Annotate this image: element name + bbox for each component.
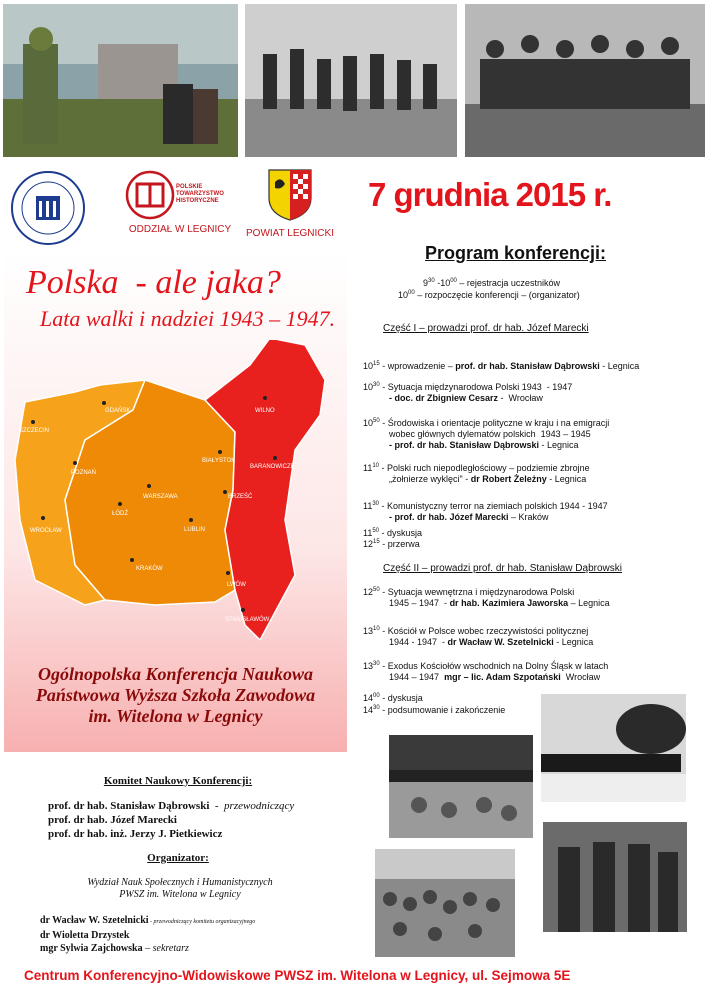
organizing-people — [40, 914, 255, 955]
powiat-label: POWIAT LEGNICKI — [246, 228, 334, 239]
city-krakow: KRAKÓW — [136, 566, 163, 572]
photo-soldiers-march — [245, 4, 457, 157]
program-item: $11^{10}$ - Polski ruch niepodległościowy – podziemie zbrojne „żołnierze wyklęci" - dr Robert Żeleżny - Legnica — [363, 463, 590, 484]
organizer-person-1: dr Wacław W. Szetelnicki - przewodniczący komitetu organizacyjnego — [40, 915, 256, 926]
organizer-person-2: dr Wioletta Drzystek — [40, 930, 130, 941]
photo-train-station-image — [389, 735, 533, 838]
city-lublin: LUBLIN — [184, 527, 206, 533]
photo-train-station — [389, 735, 533, 838]
program-item: $10^{30}$ - Sytuacja międzynarodowa Polski 1943 - 1947 - doc. dr Zbigniew Cesarz - Wrocław — [363, 382, 573, 403]
poster-subtitle: Lata walki i nadziei 1943 – 1947. — [40, 306, 336, 331]
event-date: 7 grudnia 2015 r. — [368, 176, 612, 213]
organizer-unit-line1: Wydział Nauk Społecznych i Humanistycznych — [87, 877, 273, 888]
pth-line3: HISTORYCZNE — [176, 198, 219, 204]
photo-partisans-group-image — [465, 4, 705, 157]
pwsz-logo — [8, 168, 88, 248]
program-item: $11^{50}$ - dyskusja — [363, 528, 423, 538]
city-poznan: POZNAŃ — [71, 470, 97, 476]
committee-member-2: prof. dr hab. Józef Marecki — [48, 814, 177, 826]
photo-soldiers-march-image — [245, 4, 457, 157]
photo-crowd — [375, 849, 515, 957]
pth-emblem-icon — [125, 170, 175, 220]
city-bialystok: BIAŁYSTOK — [202, 458, 236, 464]
part1-heading: Część I – prowadzi prof. dr hab. Józef Marecki — [383, 323, 589, 334]
city-stanislawow: STANISŁAWÓW — [225, 617, 270, 623]
registration-line: $9^{30}$ $-10^{00}$ – rejestracja uczestników — [423, 278, 560, 288]
program-heading: Program konferencji: — [425, 243, 607, 263]
committee-member-1: prof. dr hab. Stanisław Dąbrowski - przewodniczący — [48, 800, 295, 812]
photo-steam-train — [541, 694, 686, 802]
program-item: $13^{10}$ - Kościół w Polsce wobec rzeczywistości politycznej 1944 - 1947 - dr Wacław W. Szetelnicki - Legnica — [363, 626, 594, 647]
city-gdansk: GDAŃSK — [105, 408, 131, 414]
photo-monument-image — [3, 4, 238, 157]
organizer-unit — [30, 877, 330, 901]
program-item: $14^{00}$ - dyskusja — [363, 693, 423, 703]
photo-armed-soldiers-image — [543, 822, 687, 932]
photo-steam-train-image — [541, 694, 686, 802]
city-baranowicze: BARANOWICZE — [250, 464, 295, 470]
photo-monument — [3, 4, 238, 157]
conference-line3: im. Witelona w Legnicy — [88, 706, 263, 726]
organizer-person-3: mgr Sylwia Zajchowska – sekretarz — [40, 943, 189, 954]
conference-line1: Ogólnopolska Konferencja Naukowa — [37, 664, 314, 684]
city-lodz: ŁÓDŹ — [112, 511, 129, 517]
city-wilno: WILNO — [255, 408, 275, 414]
photo-partisans-group — [465, 4, 705, 157]
organizer-unit-line2: PWSZ im. Witelona w Legnicy — [119, 889, 241, 900]
photo-armed-soldiers — [543, 822, 687, 932]
city-warszawa: WARSZAWA — [143, 494, 178, 500]
city-lwow: LWÓW — [227, 582, 246, 588]
city-wroclaw: WROCŁAW — [30, 528, 62, 534]
pth-logo — [120, 170, 240, 240]
program-item: $10^{15}$ - wprowadzenie – prof. dr hab. Stanisław Dąbrowski - Legnica — [363, 361, 640, 371]
committee-list — [48, 799, 294, 841]
city-szczecin: SZCZECIN — [19, 428, 49, 434]
opening-line: $10^{00}$ – rozpoczęcie konferencji – (organizator) — [398, 290, 580, 300]
conference-title — [8, 664, 343, 727]
powiat-coat-of-arms-icon — [267, 168, 313, 222]
organizer-heading: Organizator: — [147, 852, 209, 864]
program-item: $11^{30}$ - Komunistyczny terror na ziemiach polskich 1944 - 1947 - prof. dr hab. Józef Marecki – Kraków — [363, 501, 608, 522]
program-item: $12^{15}$ - przerwa — [363, 539, 420, 549]
footer-venue: Centrum Konferencyjno-Widowiskowe PWSZ im. Witelona w Legnicy, ul. Sejmowa 5E — [24, 968, 571, 983]
pth-line2: TOWARZYSTWO — [176, 191, 224, 197]
conference-line2: Państwowa Wyższa Szkoła Zawodowa — [35, 685, 316, 705]
part2-heading: Część II – prowadzi prof. dr hab. Stanisław Dąbrowski — [383, 563, 622, 574]
photo-crowd-image — [375, 849, 515, 957]
poster-title: Polska - ale jaka? — [26, 264, 281, 301]
powiat-logo — [240, 168, 340, 240]
pth-line1: POLSKIE — [176, 184, 203, 190]
pwsz-seal-icon — [8, 168, 88, 248]
program-item: $12^{50}$ - Sytuacja wewnętrzna i międzynarodowa Polski 1945 – 1947 - dr hab. Kazimiera Jaworska – Legnica — [363, 587, 610, 608]
committee-heading: Komitet Naukowy Konferencji: — [103, 775, 253, 787]
committee-member-3: prof. dr hab. inż. Jerzy J. Pietkiewicz — [48, 828, 223, 840]
oddzial-label: ODDZIAŁ W LEGNICY — [128, 224, 232, 235]
program-item: $10^{50}$ - Środowiska i orientacje polityczne w kraju i na emigracji wobec głównych dylematów polskich 1943 – 1945 - prof. dr hab. Stanisław Dąbrowski - Legnica — [363, 418, 610, 450]
city-brzesc: BRZEŚĆ — [228, 494, 253, 500]
program-item: $13^{30}$ - Exodus Kościołów wschodnich na Dolny Śląsk w latach 1944 – 1947 mgr – lic. Adam Szpotański Wrocław — [363, 661, 609, 682]
program-item: $14^{30}$ - podsumowanie i zakończenie — [363, 705, 506, 715]
poland-map — [5, 340, 345, 640]
